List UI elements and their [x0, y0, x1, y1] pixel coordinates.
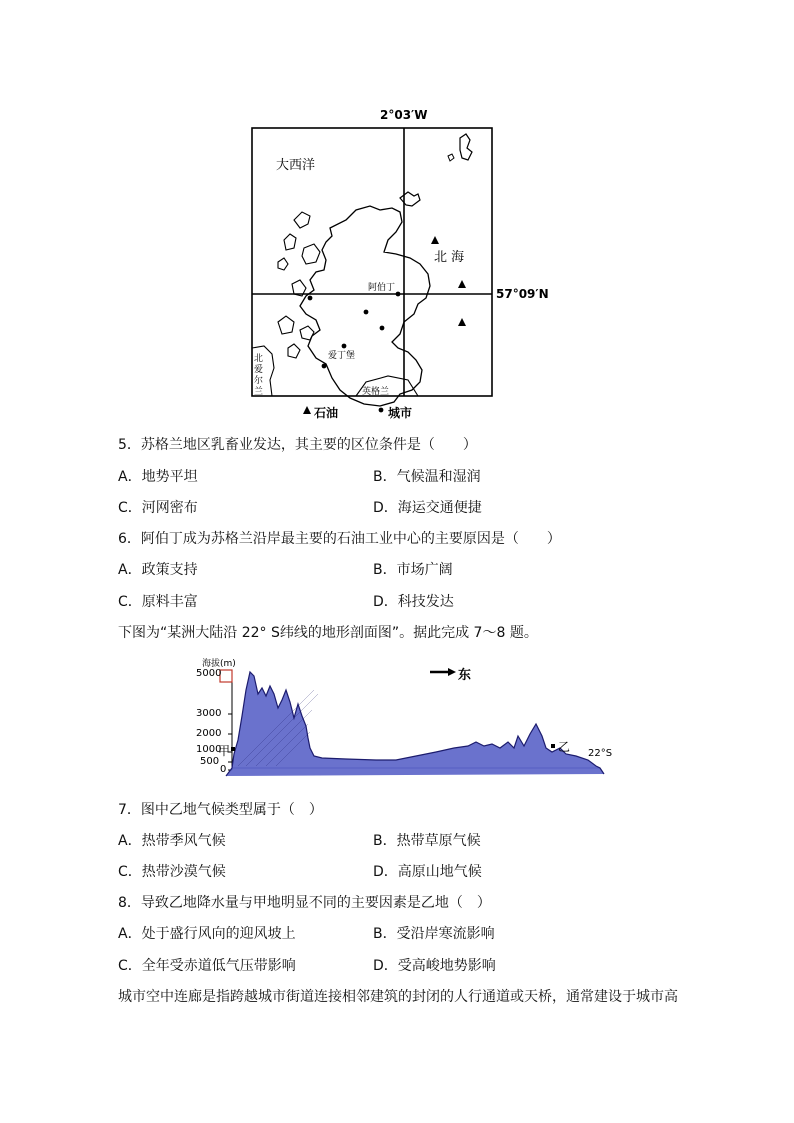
city-icon — [380, 326, 385, 331]
city-icon — [322, 364, 327, 369]
terrain-profile — [196, 656, 616, 778]
city-icon — [396, 292, 401, 297]
east-arrow-icon — [448, 668, 456, 676]
longitude-label: 2°03′W — [380, 108, 428, 122]
profile-tick-0: 0 — [220, 764, 227, 775]
city-icon — [364, 310, 369, 315]
profile-tick-500: 500 — [200, 756, 220, 767]
city-icon — [308, 296, 313, 301]
question-7-stem: 7．图中乙地气候类型属于（ ） — [118, 802, 323, 818]
legend-oil-label: 石油 — [314, 406, 339, 420]
question-5-option-a: A．地势平坦 — [118, 469, 198, 485]
question-6-option-d: D．科技发达 — [373, 594, 454, 610]
profile-jia-label: 甲 — [218, 744, 231, 758]
profile-tick-1000: 1000 — [196, 744, 222, 755]
question-8-option-a: A．处于盛行风向的迎风坡上 — [118, 926, 296, 942]
question-8-option-d: D．受高峻地势影响 — [373, 958, 496, 974]
question-7-option-d: D．高原山地气候 — [373, 864, 482, 880]
england-label: 英格兰 — [362, 387, 390, 397]
question-7-option-b: B．热带草原气候 — [373, 833, 481, 849]
profile-tick-3000: 3000 — [196, 708, 222, 719]
terrain-area — [226, 672, 604, 776]
profile-east-label: 东 — [458, 668, 472, 683]
intro-paragraph: 下图为“某洲大陆沿 22° S纬线的地形剖面图”。据此完成 7～8 题。 — [118, 625, 538, 641]
legend-city-icon — [379, 408, 384, 413]
profile-ylabel: 海拔(m) — [202, 659, 236, 669]
terrain-profile-graphic — [196, 656, 616, 778]
edinburgh-label: 爱丁堡 — [328, 351, 356, 361]
question-6-option-c: C．原料丰富 — [118, 594, 198, 610]
atlantic-label: 大西洋 — [276, 158, 316, 173]
question-6-stem: 6．阿伯丁成为苏格兰沿岸最主要的石油工业中心的主要原因是（ ） — [118, 531, 561, 547]
north-sea-label: 北 海 — [434, 250, 465, 265]
question-8-option-c: C．全年受赤道低气压带影响 — [118, 958, 296, 974]
question-5-option-b: B．气候温和湿润 — [373, 469, 481, 485]
profile-yi-label: 乙 — [558, 740, 571, 754]
scotland-map — [248, 108, 558, 420]
legend-city-label: 城市 — [388, 406, 413, 420]
profile-tick-2000: 2000 — [196, 728, 222, 739]
latitude-label: 57°09′N — [496, 287, 549, 301]
legend-oil-icon — [303, 406, 311, 414]
aberdeen-label: 阿伯丁 — [368, 283, 396, 293]
point-yi-marker — [551, 744, 555, 748]
question-7-option-a: A．热带季风气候 — [118, 833, 226, 849]
question-7-option-c: C．热带沙漠气候 — [118, 864, 226, 880]
profile-tick-5000: 5000 — [196, 668, 222, 679]
profile-lat-label: 22°S — [588, 748, 613, 759]
point-jia-marker — [231, 747, 235, 751]
question-5-stem: 5．苏格兰地区乳畜业发达，其主要的区位条件是（ ） — [118, 437, 477, 453]
question-6-option-b: B．市场广阔 — [373, 562, 453, 578]
question-5-option-c: C．河网密布 — [118, 500, 198, 516]
question-5-option-d: D．海运交通便捷 — [373, 500, 482, 516]
question-6-option-a: A．政策支持 — [118, 562, 198, 578]
question-8-stem: 8．导致乙地降水量与甲地明显不同的主要因素是乙地（ ） — [118, 895, 491, 911]
question-8-option-b: B．受沿岸寒流影响 — [373, 926, 495, 942]
closing-paragraph: 城市空中连廊是指跨越城市街道连接相邻建筑的封闭的人行通道或天桥，通常建设于城市高 — [118, 989, 678, 1005]
northern-ireland-label: 北爱尔兰 — [254, 354, 264, 397]
